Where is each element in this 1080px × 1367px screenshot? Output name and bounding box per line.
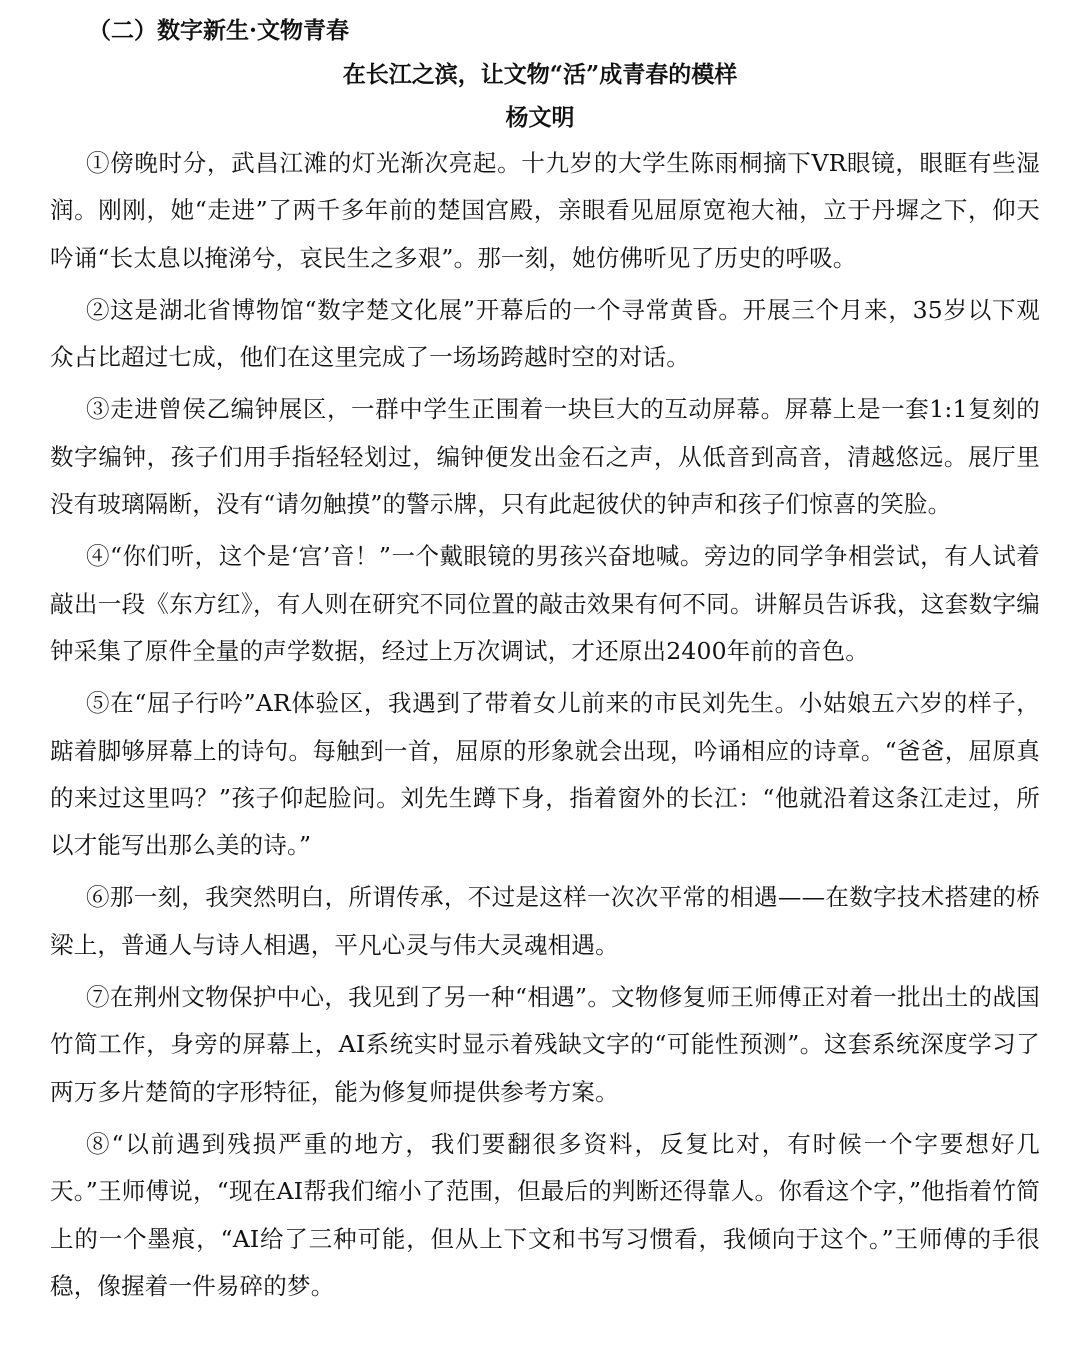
article-author: 杨文明 bbox=[505, 104, 575, 131]
paragraph-6: ⑥那一刻，我突然明白，所谓传承，不过是这样一次次平常的相遇——在数字技术搭建的桥梁上，普通人与诗人相遇，平凡心灵与伟大灵魂相遇。 bbox=[50, 883, 1040, 959]
section-heading: （二）数字新生·文物青春 bbox=[88, 17, 350, 44]
paragraph-8: ⑧“以前遇到残损严重的地方，我们要翻很多资料，反复比对，有时候一个字要想好几天。”王师傅说，“现在AI帮我们缩小了范围，但最后的判断还得靠人。你看这个字，”他指着竹简上的一个墨痕，“AI给了三种可能，但从上下文和书写习惯看，我倾向于这个。”王师傅的手很稳，像握着一件易碎的梦。 bbox=[50, 1129, 1040, 1300]
article-body bbox=[50, 140, 1040, 1315]
paragraph-1: ①傍晚时分，武昌江滩的灯光渐次亮起。十九岁的大学生陈雨桐摘下VR眼镜，眼眶有些湿润。刚刚，她“走进”了两千多年前的楚国宫殿，亲眼看见屈原宽袍大袖，立于丹墀之下，仰天吟诵“长太息以掩涕兮，哀民生之多艰”。那一刻，她仿佛听见了历史的呼吸。 bbox=[50, 149, 1040, 272]
paragraph-7: ⑦在荆州文物保护中心，我见到了另一种“相遇”。文物修复师王师傅正对着一批出土的战国竹简工作，身旁的屏幕上，AI系统实时显示着残缺文字的“可能性预测”。这套系统深度学习了两万多片楚简的字形特征，能为修复师提供参考方案。 bbox=[50, 983, 1040, 1106]
article-title: 在长江之滨，让文物“活”成青春的模样 bbox=[342, 61, 738, 88]
paragraph-3: ③走进曾侯乙编钟展区，一群中学生正围着一块巨大的互动屏幕。屏幕上是一套1:1复刻的数字编钟，孩子们用手指轻轻划过，编钟便发出金石之声，从低音到高音，清越悠远。展厅里没有玻璃隔断，没有“请勿触摸”的警示牌，只有此起彼伏的钟声和孩子们惊喜的笑脸。 bbox=[50, 395, 1040, 519]
paragraph-5: ⑤在“屈子行吟”AR体验区，我遇到了带着女儿前来的市民刘先生。小姑娘五六岁的样子，踮着脚够屏幕上的诗句。每触到一首，屈原的形象就会出现，吟诵相应的诗章。“爸爸，屈原真的来过这里吗？”孩子仰起脸问。刘先生蹲下身，指着窗外的长江：“他就沿着这条江走过，所以才能写出那么美的诗。” bbox=[50, 689, 1040, 860]
paragraph-4: ④“你们听，这个是‘宫’音！”一个戴眼镜的男孩兴奋地喊。旁边的同学争相尝试，有人试着敲出一段《东方红》，有人则在研究不同位置的敲击效果有何不同。讲解员告诉我，这套数字编钟采集了原件全量的声学数据，经过上万次调试，才还原出2400年前的音色。 bbox=[50, 542, 1040, 665]
paragraph-2: ②这是湖北省博物馆“数字楚文化展”开幕后的一个寻常黄昏。开展三个月来，35岁以下观众占比超过七成，他们在这里完成了一场场跨越时空的对话。 bbox=[50, 295, 1040, 372]
